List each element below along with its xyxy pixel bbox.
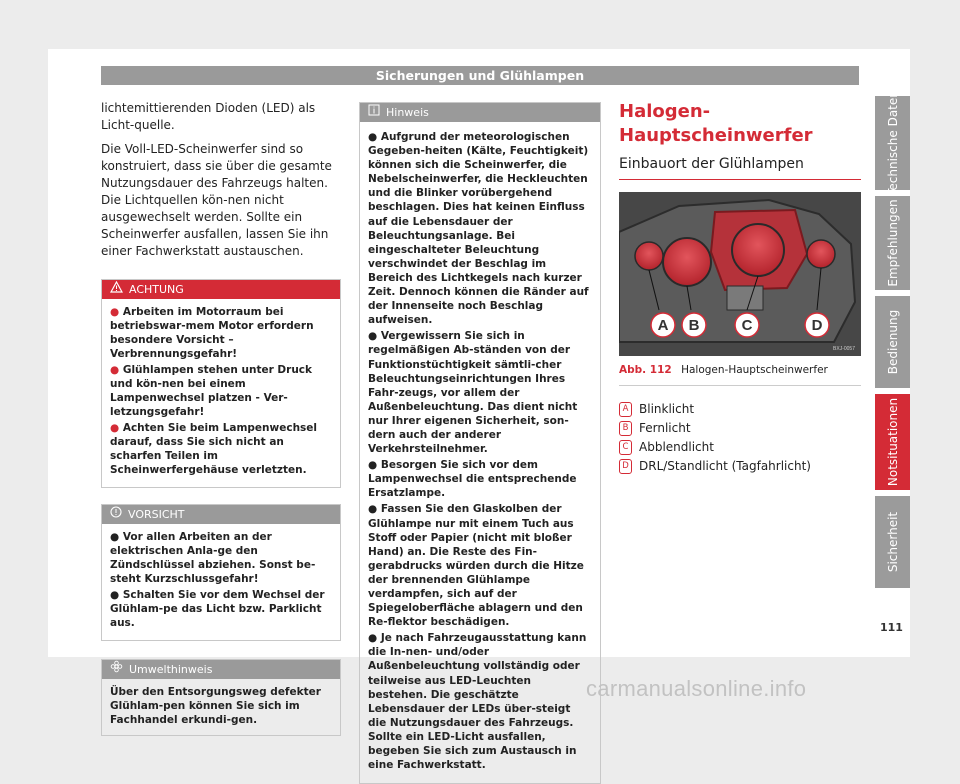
hinweis-header	[360, 103, 600, 122]
flower-icon	[110, 660, 123, 679]
figure-label-c: C	[741, 317, 753, 334]
achtung-header	[102, 280, 340, 299]
vorsicht-header	[102, 505, 340, 524]
figure-caption	[619, 362, 861, 386]
vorsicht-title: VORSICHT	[128, 508, 185, 521]
warning-triangle-icon	[110, 280, 123, 299]
hinweis-box	[359, 102, 601, 784]
legend-item: A Blinklicht	[619, 400, 861, 419]
list-item: ● Schalten Sie vor dem Wechsel der Glühlam-pe das Licht bzw. Parklicht aus.	[110, 589, 325, 629]
achtung-body	[102, 299, 340, 487]
vorsicht-body	[102, 524, 340, 640]
achtung-box	[101, 279, 341, 488]
column-middle	[359, 102, 601, 784]
umwelt-header	[102, 660, 340, 679]
tab-bedienung[interactable]: Bedienung	[875, 296, 910, 388]
list-item: ● Aufgrund der meteorologischen Gegeben-heiten (Kälte, Feuchtigkeit) können sich die Scheinwerfer, die Nebelscheinwerfer, die Heckleuchten und die Blinker vorübergehend beschlagen. Dies hat keinen Einfluss auf die Lebensdauer der Beleuchtungsanlage. Bei eingeschalteter Beleuchtung verschwindet der Beschlag im Bereich des Lichtkegels nach kurzer Zeit. Dennoch können die Ränder auf der Innenseite noch Beschlag aufweisen.	[368, 131, 589, 327]
achtung-title: ACHTUNG	[129, 283, 184, 296]
watermark: carmanualsonline.info	[586, 676, 807, 701]
tab-technische-daten[interactable]: Technische Daten	[875, 96, 910, 190]
figure-label-d: D	[811, 317, 823, 334]
page-header: Sicherungen und Glühlampen	[101, 66, 859, 85]
list-item: ● Arbeiten im Motorraum bei betriebswar-mem Motor erfordern besondere Vorsicht – Verbrennungsgefahr!	[110, 306, 314, 360]
figure-label-b: B	[688, 317, 700, 334]
headlight-illustration	[619, 192, 861, 356]
exclamation-circle-icon	[110, 505, 122, 524]
paragraph: lichtemittierenden Dioden (LED) als Licht-quelle.	[101, 101, 316, 132]
tab-empfehlungen[interactable]: Empfehlungen	[875, 196, 910, 290]
list-item: ● Achten Sie beim Lampenwechsel darauf, dass Sie sich nicht an scharfen Teilen im Scheinwerfergehäuse verletzten.	[110, 422, 318, 476]
page-number: 111	[880, 621, 903, 634]
vorsicht-box	[101, 504, 341, 641]
umwelt-box	[101, 659, 341, 736]
chapter-tabs	[875, 90, 910, 594]
caption-number: Abb. 112	[619, 364, 672, 376]
list-item: ● Fassen Sie den Glaskolben der Glühlampe nur mit einem Tuch aus Stoff oder Papier (nicht mit bloßer Hand) an. Die Reste des Fin-gerabdrucks würden durch die Hitze der brennenden Glühlampe verdampfen, sich auf der Spiegeloberfläche ablagern und den Re-flektor beschädigen.	[368, 503, 584, 629]
umwelt-body: Über den Entsorgungsweg defekter Glühlam-pen können Sie sich im Fachhandel erkundi-gen.	[110, 686, 321, 726]
legend-list	[619, 400, 861, 476]
hinweis-body	[360, 122, 600, 783]
section-subheading: Einbauort der Glühlampen	[619, 156, 861, 180]
legend-item: B Fernlicht	[619, 419, 861, 438]
tab-notsituationen[interactable]: Notsituationen	[875, 394, 910, 490]
tab-sicherheit[interactable]: Sicherheit	[875, 496, 910, 588]
figure-code: BXJ-0057	[833, 346, 855, 352]
umwelt-title: Umwelthinweis	[129, 663, 213, 676]
legend-item: D DRL/Standlicht (Tagfahrlicht)	[619, 457, 861, 476]
column-right	[619, 100, 861, 476]
section-heading: Halogen-Hauptscheinwerfer	[619, 101, 813, 146]
legend-item: C Abblendlicht	[619, 438, 861, 457]
info-book-icon	[368, 103, 380, 122]
hinweis-title: Hinweis	[386, 106, 429, 119]
caption-text: Halogen-Hauptscheinwerfer	[681, 364, 828, 376]
list-item: ● Vergewissern Sie sich in regelmäßigen Ab-ständen von der Funktionstüchtigkeit sämtli-cher Beleuchtungseinrichtungen Ihres Fahr-zeugs, vor allem der Außenbeleuchtung. Das dient nicht nur Ihrer eigenen Sicherheit, son-dern auch der anderer Verkehrsteilnehmer.	[368, 330, 578, 456]
headlight-figure	[619, 192, 861, 356]
figure-label-a: A	[657, 317, 669, 334]
column-left	[101, 100, 341, 736]
list-item: ● Vor allen Arbeiten an der elektrischen Anla-ge den Zündschlüssel abziehen. Sonst be-steht Kurzschlussgefahr!	[110, 531, 316, 585]
list-item: ● Glühlampen stehen unter Druck und kön-nen bei einem Lampenwechsel platzen - Ver-letzungsgefahr!	[110, 364, 313, 418]
paragraph: Die Voll-LED-Scheinwerfer sind so konstruiert, dass sie über die gesamte Nutzungsdauer des Fahrzeugs halten. Die Lichtquellen kön-nen nicht ausgewechselt werden. Sollte ein Scheinwerfer ausfallen, lassen Sie ihn einer Fachwerkstatt austauschen.	[101, 142, 332, 258]
list-item: ● Besorgen Sie sich vor dem Lampenwechsel die entsprechende Ersatzlampe.	[368, 459, 577, 500]
list-item: ● Je nach Fahrzeugausstattung kann die In-nen- und/oder Außenbeleuchtung vollständig oder teilweise aus LED-Leuchten bestehen. Die geschätzte Lebensdauer der LEDs über-steigt die Nutzungsdauer des Fahrzeugs. Sollte ein LED-Licht ausfallen, begeben Sie sich zum Austausch in eine Fachwerkstatt.	[368, 632, 587, 772]
